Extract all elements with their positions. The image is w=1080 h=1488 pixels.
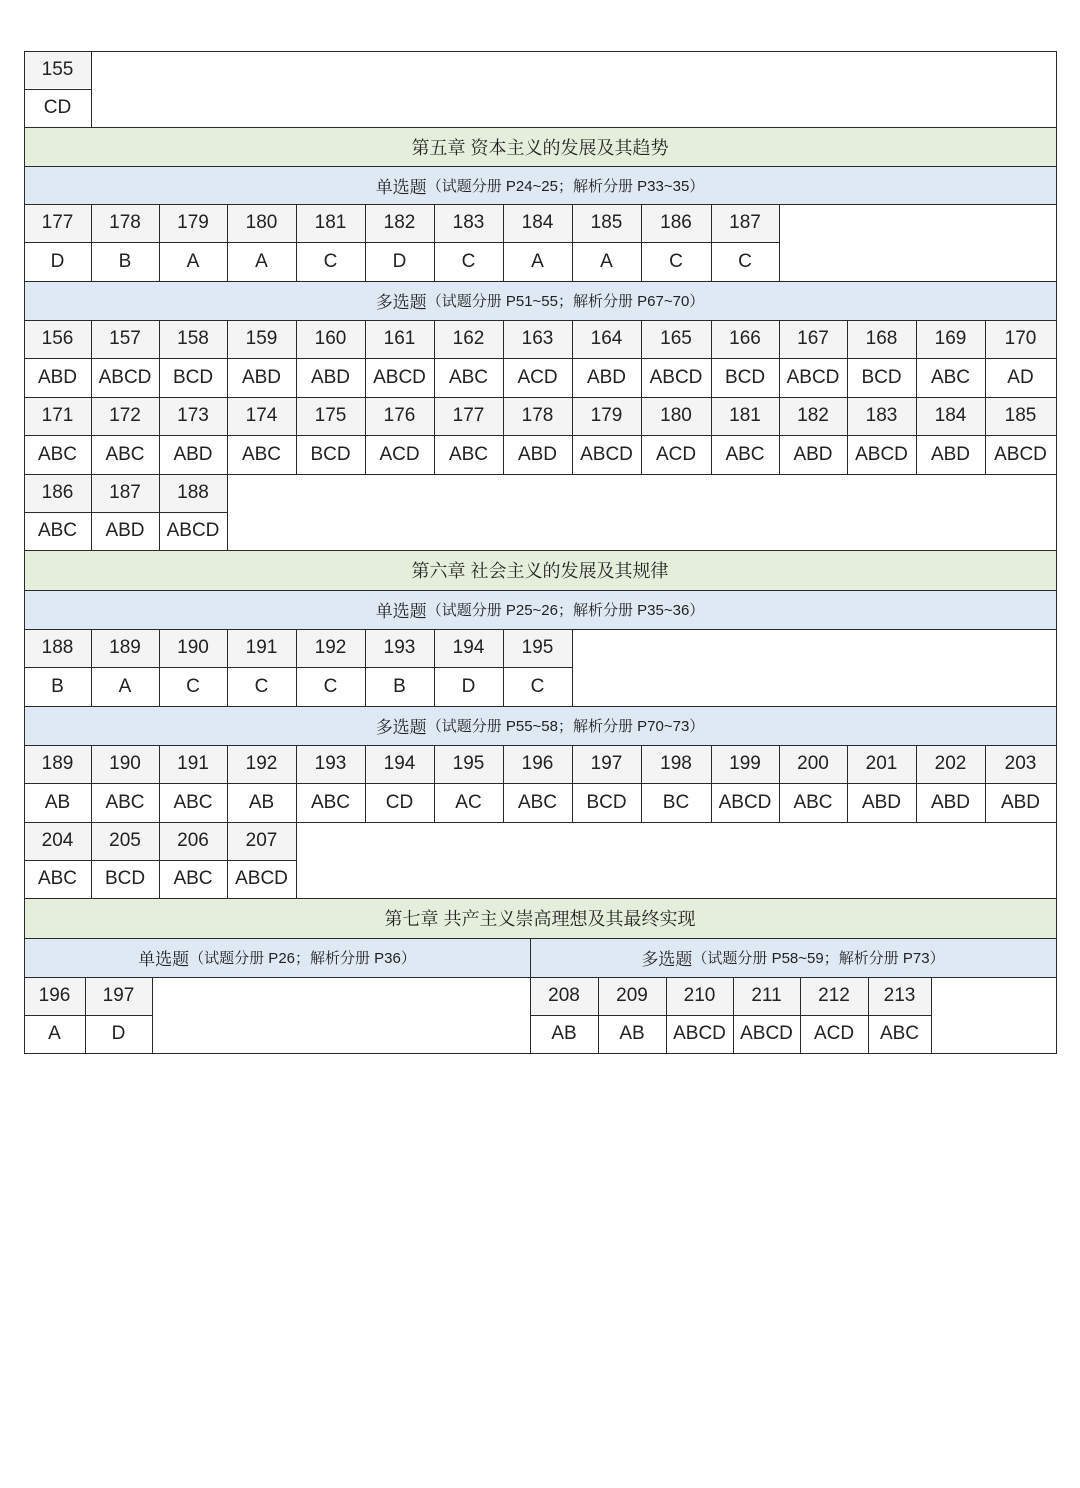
answer-cell: AB: [598, 1015, 666, 1053]
answer-cell: AB: [24, 783, 91, 822]
table-rule-v: [1056, 204, 1057, 281]
table-rule-v: [91, 51, 92, 127]
table-rule-h: [24, 550, 1057, 551]
table-rule-h: [24, 938, 531, 939]
answer-cell: CD: [24, 89, 91, 126]
section-page-note: （试题分册 P58~59；解析分册 P73）: [692, 950, 945, 967]
question-number: 197: [572, 745, 641, 783]
answer-cell: ABC: [24, 435, 91, 474]
question-number: 174: [227, 397, 296, 435]
table-rule-h: [24, 745, 1057, 746]
question-number: 189: [24, 745, 91, 783]
question-number: 187: [711, 204, 779, 242]
section-page-note: （试题分册 P55~58；解析分册 P70~73）: [426, 718, 705, 735]
answer-cell: ABCD: [641, 358, 711, 397]
table-rule-v: [1056, 166, 1057, 204]
section-header-single: [24, 590, 1056, 629]
table-rule-v: [1056, 898, 1057, 938]
answer-cell: ABC: [434, 358, 503, 397]
answer-cell: ABC: [159, 860, 227, 898]
answer-cell: ABC: [91, 435, 159, 474]
answer-cell: AB: [227, 783, 296, 822]
table-rule-h: [24, 977, 531, 978]
question-number: 181: [711, 397, 779, 435]
question-number: 161: [365, 320, 434, 358]
answer-cell: AC: [434, 783, 503, 822]
answer-cell: C: [296, 242, 365, 281]
answer-cell: ABCD: [365, 358, 434, 397]
table-rule-v: [24, 51, 25, 127]
section-header-multi: [24, 706, 1056, 745]
table-rule-h: [24, 1053, 531, 1054]
question-number: 177: [434, 397, 503, 435]
table-rule-v: [1056, 590, 1057, 629]
question-number: 178: [503, 397, 572, 435]
table-rule-h: [24, 667, 573, 668]
section-label: 多选题: [641, 950, 693, 969]
chapter-header: 第六章 社会主义的发展及其规律: [24, 550, 1056, 590]
answer-cell: ABC: [227, 435, 296, 474]
table-rule-v: [1056, 629, 1057, 706]
question-number: 168: [847, 320, 916, 358]
section-page-note: （试题分册 P51~55；解析分册 P67~70）: [426, 293, 705, 310]
answer-cell: ACD: [365, 435, 434, 474]
table-rule-v: [24, 127, 25, 166]
answer-cell: ABD: [916, 783, 985, 822]
question-number: 194: [365, 745, 434, 783]
question-number: 207: [227, 822, 296, 860]
table-rule-v: [1056, 706, 1057, 745]
answer-cell: ABC: [779, 783, 847, 822]
question-number: 198: [641, 745, 711, 783]
answer-cell: B: [91, 242, 159, 281]
table-rule-h: [24, 242, 780, 243]
question-number: 185: [985, 397, 1056, 435]
section-label: 单选题: [375, 602, 427, 621]
question-number: 164: [572, 320, 641, 358]
answer-cell: ABD: [227, 358, 296, 397]
question-number: 184: [503, 204, 572, 242]
question-number: 179: [572, 397, 641, 435]
answer-cell: C: [711, 242, 779, 281]
question-number: 199: [711, 745, 779, 783]
table-rule-v: [24, 166, 25, 204]
question-number: 186: [24, 474, 91, 512]
section-page-note: （试题分册 P26；解析分册 P36）: [189, 950, 416, 967]
answer-cell: ABD: [572, 358, 641, 397]
question-number: 162: [434, 320, 503, 358]
answer-cell: ABCD: [159, 512, 227, 550]
table-rule-h: [530, 1015, 932, 1016]
answer-cell: ABCD: [666, 1015, 733, 1053]
question-number: 192: [296, 629, 365, 667]
question-number: 167: [779, 320, 847, 358]
table-rule-v: [1056, 320, 1057, 397]
question-number: 180: [641, 397, 711, 435]
table-rule-h: [24, 89, 92, 90]
question-number: 173: [159, 397, 227, 435]
section-header-multi: [24, 281, 1056, 320]
answer-cell: ABCD: [711, 783, 779, 822]
table-rule-h: [24, 474, 1057, 475]
answer-cell: ABC: [711, 435, 779, 474]
section-label: 多选题: [375, 718, 427, 737]
table-rule-h: [24, 783, 1057, 784]
chapter-header: 第七章 共产主义崇高理想及其最终实现: [24, 898, 1056, 938]
table-rule-v: [1056, 474, 1057, 550]
answer-cell: ABD: [24, 358, 91, 397]
question-number: 163: [503, 320, 572, 358]
answer-cell: B: [24, 667, 91, 706]
table-rule-v: [1056, 977, 1057, 1053]
answer-cell: ABD: [916, 435, 985, 474]
question-number: 155: [24, 51, 91, 88]
question-number: 204: [24, 822, 91, 860]
table-rule-v: [1056, 745, 1057, 822]
question-number: 184: [916, 397, 985, 435]
table-rule-v: [1056, 938, 1057, 977]
table-rule-v: [530, 938, 531, 977]
answer-cell: C: [296, 667, 365, 706]
section-header-single: [24, 938, 530, 977]
question-number: 170: [985, 320, 1056, 358]
answer-cell: ABCD: [779, 358, 847, 397]
answer-cell: ABD: [847, 783, 916, 822]
table-rule-v: [24, 281, 25, 320]
question-number: 193: [365, 629, 434, 667]
answer-cell: AB: [530, 1015, 598, 1053]
table-rule-h: [24, 51, 1057, 52]
question-number: 188: [24, 629, 91, 667]
answer-cell: ABC: [24, 860, 91, 898]
question-number: 210: [666, 977, 733, 1015]
answer-cell: BCD: [296, 435, 365, 474]
table-rule-h: [24, 1015, 153, 1016]
question-number: 196: [503, 745, 572, 783]
answer-cell: ABCD: [733, 1015, 800, 1053]
question-number: 195: [434, 745, 503, 783]
answer-cell: B: [365, 667, 434, 706]
answer-cell: ACD: [641, 435, 711, 474]
answer-cell: A: [503, 242, 572, 281]
table-rule-h: [24, 590, 1057, 591]
section-label: 单选题: [138, 950, 190, 969]
question-number: 175: [296, 397, 365, 435]
section-header-multi: [530, 938, 1056, 977]
table-rule-v: [24, 706, 25, 745]
table-rule-h: [24, 281, 1057, 282]
table-rule-v: [24, 938, 25, 977]
answer-cell: ACD: [503, 358, 572, 397]
question-number: 191: [227, 629, 296, 667]
answer-cell: ABD: [503, 435, 572, 474]
answer-cell: A: [24, 1015, 85, 1053]
question-number: 209: [598, 977, 666, 1015]
answer-cell: BCD: [711, 358, 779, 397]
question-number: 202: [916, 745, 985, 783]
answer-cell: BC: [641, 783, 711, 822]
question-number: 208: [530, 977, 598, 1015]
question-number: 160: [296, 320, 365, 358]
question-number: 185: [572, 204, 641, 242]
question-number: 157: [91, 320, 159, 358]
answer-cell: ABCD: [985, 435, 1056, 474]
answer-cell: BCD: [159, 358, 227, 397]
section-page-note: （试题分册 P25~26；解析分册 P35~36）: [426, 602, 705, 619]
answer-cell: C: [434, 242, 503, 281]
question-number: 177: [24, 204, 91, 242]
table-rule-h: [24, 822, 1057, 823]
answer-cell: ABC: [434, 435, 503, 474]
answer-cell: C: [641, 242, 711, 281]
answer-cell: BCD: [572, 783, 641, 822]
question-number: 200: [779, 745, 847, 783]
table-rule-v: [24, 550, 25, 590]
answer-cell: ABC: [296, 783, 365, 822]
chapter-header: 第五章 资本主义的发展及其趋势: [24, 127, 1056, 166]
answer-cell: ABD: [985, 783, 1056, 822]
table-rule-v: [1056, 550, 1057, 590]
table-rule-v: [24, 590, 25, 629]
question-number: 187: [91, 474, 159, 512]
table-rule-h: [24, 397, 1057, 398]
answer-cell: A: [227, 242, 296, 281]
table-rule-v: [1056, 51, 1057, 127]
question-number: 182: [779, 397, 847, 435]
question-number: 188: [159, 474, 227, 512]
answer-cell: ABC: [916, 358, 985, 397]
answer-cell: CD: [365, 783, 434, 822]
question-number: 186: [641, 204, 711, 242]
question-number: 203: [985, 745, 1056, 783]
answer-cell: D: [365, 242, 434, 281]
section-label: 多选题: [375, 293, 427, 312]
table-rule-h: [24, 127, 1057, 128]
question-number: 181: [296, 204, 365, 242]
table-rule-h: [24, 358, 1057, 359]
question-number: 171: [24, 397, 91, 435]
table-rule-h: [24, 166, 1057, 167]
question-number: 197: [85, 977, 152, 1015]
answer-cell: C: [503, 667, 572, 706]
answer-cell: AD: [985, 358, 1056, 397]
table-rule-h: [24, 629, 1057, 630]
answer-cell: ABC: [868, 1015, 931, 1053]
answer-cell: ABCD: [572, 435, 641, 474]
question-number: 176: [365, 397, 434, 435]
question-number: 189: [91, 629, 159, 667]
table-rule-h: [24, 512, 228, 513]
answer-cell: BCD: [91, 860, 159, 898]
question-number: 193: [296, 745, 365, 783]
question-number: 172: [91, 397, 159, 435]
answer-cell: ABD: [296, 358, 365, 397]
answer-cell: C: [227, 667, 296, 706]
question-number: 191: [159, 745, 227, 783]
table-rule-v: [1056, 281, 1057, 320]
answer-cell: ABC: [159, 783, 227, 822]
answer-cell: A: [572, 242, 641, 281]
answer-cell: ABD: [159, 435, 227, 474]
table-rule-h: [530, 1053, 1057, 1054]
answer-cell: ABD: [91, 512, 159, 550]
question-number: 179: [159, 204, 227, 242]
section-header-single: [24, 166, 1056, 204]
table-rule-v: [1056, 822, 1057, 898]
answer-cell: ABCD: [227, 860, 296, 898]
question-number: 190: [91, 745, 159, 783]
table-rule-h: [24, 435, 1057, 436]
table-rule-h: [24, 320, 1057, 321]
question-number: 166: [711, 320, 779, 358]
question-number: 195: [503, 629, 572, 667]
question-number: 212: [800, 977, 868, 1015]
answer-cell: D: [24, 242, 91, 281]
question-number: 213: [868, 977, 931, 1015]
table-rule-h: [24, 204, 1057, 205]
answer-cell: ABC: [91, 783, 159, 822]
section-page-note: （试题分册 P24~25；解析分册 P33~35）: [426, 177, 705, 195]
question-number: 180: [227, 204, 296, 242]
section-label: 单选题: [375, 177, 427, 197]
question-number: 183: [847, 397, 916, 435]
question-number: 194: [434, 629, 503, 667]
answer-cell: A: [159, 242, 227, 281]
question-number: 201: [847, 745, 916, 783]
answer-cell: D: [85, 1015, 152, 1053]
question-number: 205: [91, 822, 159, 860]
question-number: 169: [916, 320, 985, 358]
question-number: 192: [227, 745, 296, 783]
question-number: 156: [24, 320, 91, 358]
answer-cell: BCD: [847, 358, 916, 397]
table-rule-h: [24, 860, 297, 861]
table-rule-h: [530, 938, 1057, 939]
question-number: 183: [434, 204, 503, 242]
question-number: 159: [227, 320, 296, 358]
question-number: 158: [159, 320, 227, 358]
table-rule-v: [1056, 127, 1057, 166]
answer-cell: C: [159, 667, 227, 706]
answer-cell: ABD: [779, 435, 847, 474]
answer-cell: D: [434, 667, 503, 706]
answer-cell: A: [91, 667, 159, 706]
question-number: 182: [365, 204, 434, 242]
question-number: 206: [159, 822, 227, 860]
answer-cell: ACD: [800, 1015, 868, 1053]
question-number: 211: [733, 977, 800, 1015]
answer-cell: ABC: [503, 783, 572, 822]
answer-cell: ABC: [24, 512, 91, 550]
table-rule-h: [530, 977, 1057, 978]
answer-cell: ABCD: [847, 435, 916, 474]
question-number: 165: [641, 320, 711, 358]
question-number: 190: [159, 629, 227, 667]
question-number: 196: [24, 977, 85, 1015]
table-rule-v: [24, 898, 25, 938]
table-rule-v: [1056, 397, 1057, 474]
question-number: 178: [91, 204, 159, 242]
table-rule-h: [24, 898, 1057, 899]
answer-cell: ABCD: [91, 358, 159, 397]
table-rule-h: [24, 706, 1057, 707]
